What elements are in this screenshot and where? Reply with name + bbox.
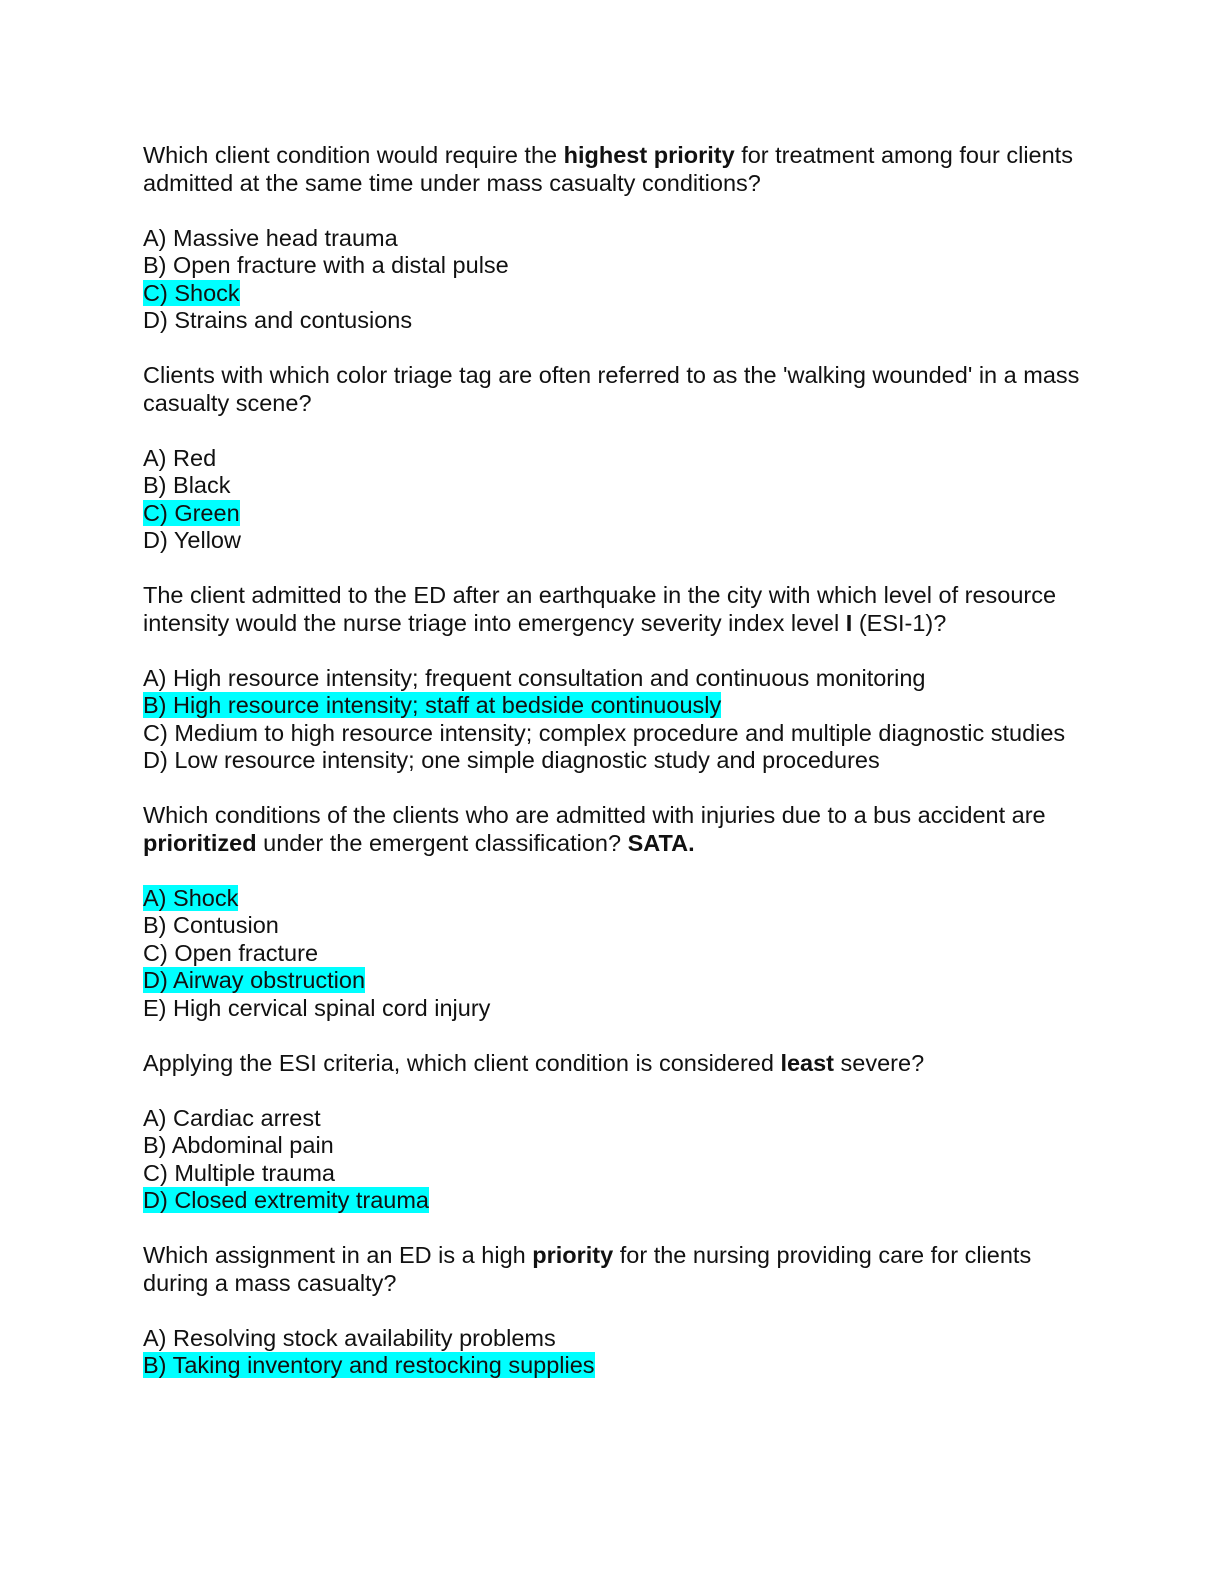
option-b-highlighted: [143, 692, 1083, 720]
option-b: [143, 912, 1083, 940]
option-c-highlighted: [143, 500, 1083, 528]
option-a: [143, 665, 1083, 693]
question-2-stem: [143, 362, 1083, 417]
highlighted-answer: A) Shock: [143, 884, 239, 911]
option-text: C) Medium to high resource intensity; complex procedure and multiple diagnostic studies: [143, 719, 1066, 746]
option-a: [143, 1325, 1083, 1353]
option-c-highlighted: [143, 280, 1083, 308]
option-b: [143, 1132, 1083, 1160]
highlighted-answer: B) High resource intensity; staff at bedside continuously: [143, 692, 722, 718]
stem-bold-text: SATA.: [627, 829, 695, 856]
document-body: [143, 142, 1083, 1407]
highlighted-answer: C) Green: [143, 499, 240, 526]
highlighted-answer: D) Closed extremity trauma: [143, 1187, 429, 1213]
question-4-options: [143, 885, 1083, 1023]
option-text: B) Abdominal pain: [143, 1132, 334, 1158]
stem-text: for treatment among four clients admitted at the same time under mass casualty conditions?: [143, 142, 1073, 196]
highlighted-answer: C) Shock: [143, 279, 240, 306]
question-3-options: [143, 665, 1083, 775]
stem-text: Which conditions of the clients who are admitted with injuries due to a bus accident are: [143, 802, 1046, 828]
stem-text: Applying the ESI criteria, which client condition is considered: [143, 1049, 781, 1076]
option-text: A) Resolving stock availability problems: [143, 1324, 556, 1351]
question-6-stem: [143, 1242, 1083, 1297]
stem-bold-text: prioritized: [143, 829, 257, 856]
option-text: E) High cervical spinal cord injury: [143, 994, 491, 1021]
stem-text: severe?: [834, 1049, 925, 1076]
question-6-options: [143, 1325, 1083, 1380]
stem-text: (ESI-1)?: [852, 609, 947, 636]
option-d: [143, 747, 1083, 775]
option-text: D) Low resource intensity; one simple diagnostic study and procedures: [143, 747, 880, 773]
option-c: [143, 1160, 1083, 1188]
option-a: [143, 445, 1083, 473]
option-text: C) Multiple trauma: [143, 1159, 335, 1186]
option-b: [143, 252, 1083, 280]
question-5-stem: [143, 1050, 1083, 1078]
stem-bold-text: least: [780, 1049, 835, 1076]
question-1-stem: [143, 142, 1083, 197]
option-text: D) Yellow: [143, 527, 241, 553]
stem-text: Which assignment in an ED is a high: [143, 1242, 533, 1268]
question-1-options: [143, 225, 1083, 335]
stem-text: under the emergent classification?: [256, 829, 628, 856]
option-text: A) High resource intensity; frequent consultation and continuous monitoring: [143, 664, 926, 691]
highlighted-answer: D) Airway obstruction: [143, 967, 366, 993]
option-text: D) Strains and contusions: [143, 307, 413, 333]
stem-text: Clients with which color triage tag are often referred to as the 'walking wounded' in a mass casualty scene?: [143, 362, 1080, 416]
stem-bold-text: highest priority: [563, 142, 735, 168]
question-3-stem: [143, 582, 1083, 637]
option-text: A) Massive head trauma: [143, 224, 398, 251]
option-e: [143, 995, 1083, 1023]
question-4-stem: [143, 802, 1083, 857]
question-5-options: [143, 1105, 1083, 1215]
stem-bold-text: priority: [532, 1242, 614, 1268]
option-text: B) Contusion: [143, 912, 279, 938]
question-2-options: [143, 445, 1083, 555]
option-c: [143, 720, 1083, 748]
option-text: C) Open fracture: [143, 939, 319, 966]
option-d: [143, 307, 1083, 335]
option-c: [143, 940, 1083, 968]
option-text: B) Open fracture with a distal pulse: [143, 252, 509, 278]
option-text: A) Red: [143, 444, 217, 471]
option-a-highlighted: [143, 885, 1083, 913]
option-d: [143, 527, 1083, 555]
option-b-highlighted: [143, 1352, 1083, 1380]
highlighted-answer: B) Taking inventory and restocking supplies: [143, 1352, 595, 1378]
option-text: A) Cardiac arrest: [143, 1104, 321, 1131]
option-a: [143, 225, 1083, 253]
option-d-highlighted: [143, 1187, 1083, 1215]
stem-text: The client admitted to the ED after an earthquake in the city with which level of resource intensity would the nurse triage into emergency severity index level: [143, 582, 1057, 636]
option-text: B) Black: [143, 472, 231, 498]
stem-text: Which client condition would require the: [143, 142, 564, 168]
stem-bold-text: I: [845, 609, 853, 636]
option-a: [143, 1105, 1083, 1133]
option-d-highlighted: [143, 967, 1083, 995]
option-b: [143, 472, 1083, 500]
stem-text: for the nursing providing care for clients during a mass casualty?: [143, 1242, 1032, 1296]
